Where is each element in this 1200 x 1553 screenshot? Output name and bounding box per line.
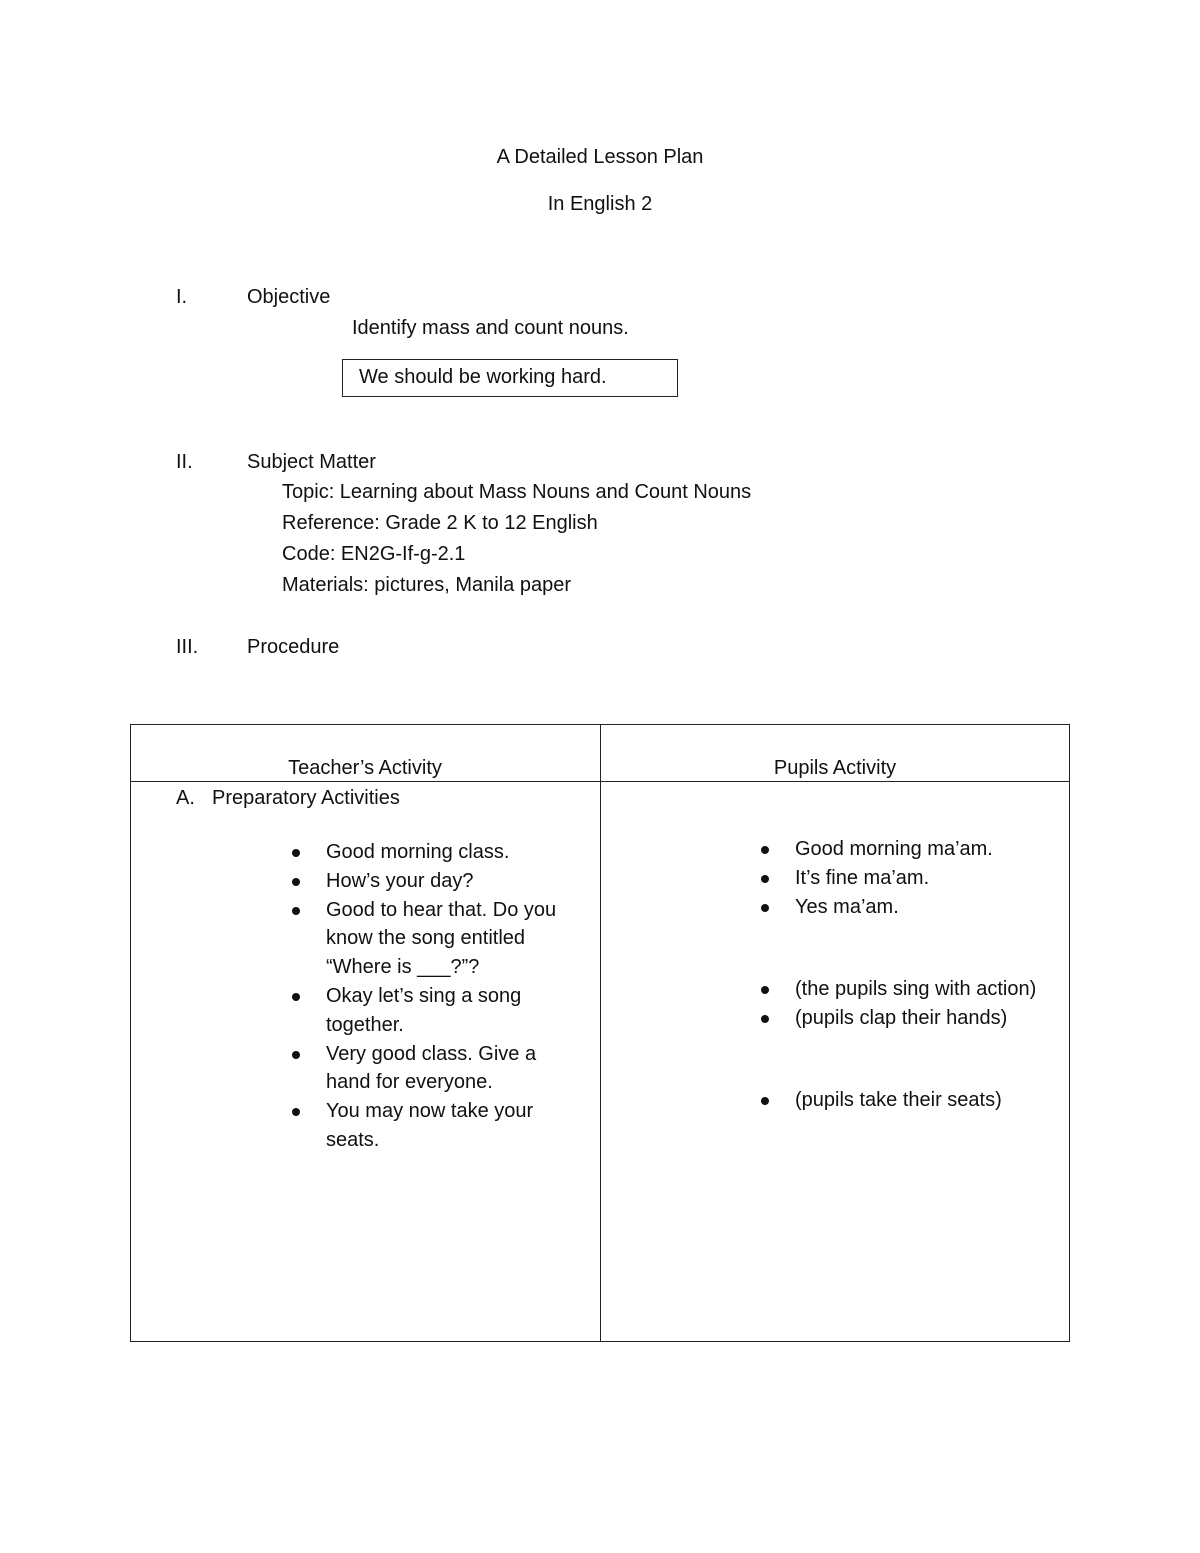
table-header-pupils: Pupils Activity	[773, 757, 897, 779]
list-item: Good morning class.	[286, 838, 586, 867]
list-item: Very good class. Give a hand for everyone.	[286, 1040, 586, 1098]
section-heading-procedure: Procedure	[247, 636, 340, 658]
list-item: Okay let’s sing a song together.	[286, 982, 586, 1040]
document-subtitle: In English 2	[547, 193, 653, 215]
list-item: (pupils take their seats)	[755, 1086, 1055, 1115]
objective-text: Identify mass and count nouns.	[352, 317, 629, 339]
list-item: Good morning ma’am.	[755, 835, 1055, 864]
list-item: (pupils clap their hands)	[755, 1004, 1055, 1033]
subsection-title: Preparatory Activities	[212, 787, 400, 809]
pupils-activity-list-group-3	[755, 1086, 1055, 1115]
list-item: Good to hear that. Do you know the song entitled “Where is ___?”?	[286, 896, 586, 982]
document-title: A Detailed Lesson Plan	[496, 146, 704, 168]
list-item: Yes ma’am.	[755, 893, 1055, 922]
subsection-letter: A.	[176, 787, 195, 809]
list-item: It’s fine ma’am.	[755, 864, 1055, 893]
list-item: How’s your day?	[286, 867, 586, 896]
subject-code: Code: EN2G-If-g-2.1	[282, 543, 466, 565]
list-item: You may now take your seats.	[286, 1097, 586, 1155]
subject-materials: Materials: pictures, Manila paper	[282, 574, 572, 596]
subject-reference: Reference: Grade 2 K to 12 English	[282, 512, 598, 534]
objective-text-box	[342, 359, 678, 397]
teacher-activity-list	[286, 838, 586, 1155]
pupils-activity-list-group-1	[755, 835, 1055, 921]
objective-box-text: We should be working hard.	[359, 366, 607, 388]
table-header-teacher: Teacher’s Activity	[288, 757, 442, 779]
list-item: (the pupils sing with action)	[755, 975, 1055, 1004]
section-numeral-subject-matter: II.	[176, 451, 193, 473]
section-heading-objective: Objective	[247, 286, 331, 308]
section-numeral-procedure: III.	[176, 636, 199, 658]
table-column-divider	[600, 724, 601, 1342]
subject-topic: Topic: Learning about Mass Nouns and Count Nouns	[282, 481, 752, 503]
section-heading-subject-matter: Subject Matter	[247, 451, 376, 473]
pupils-activity-list-group-2	[755, 975, 1055, 1033]
section-numeral-objective: I.	[176, 286, 188, 308]
